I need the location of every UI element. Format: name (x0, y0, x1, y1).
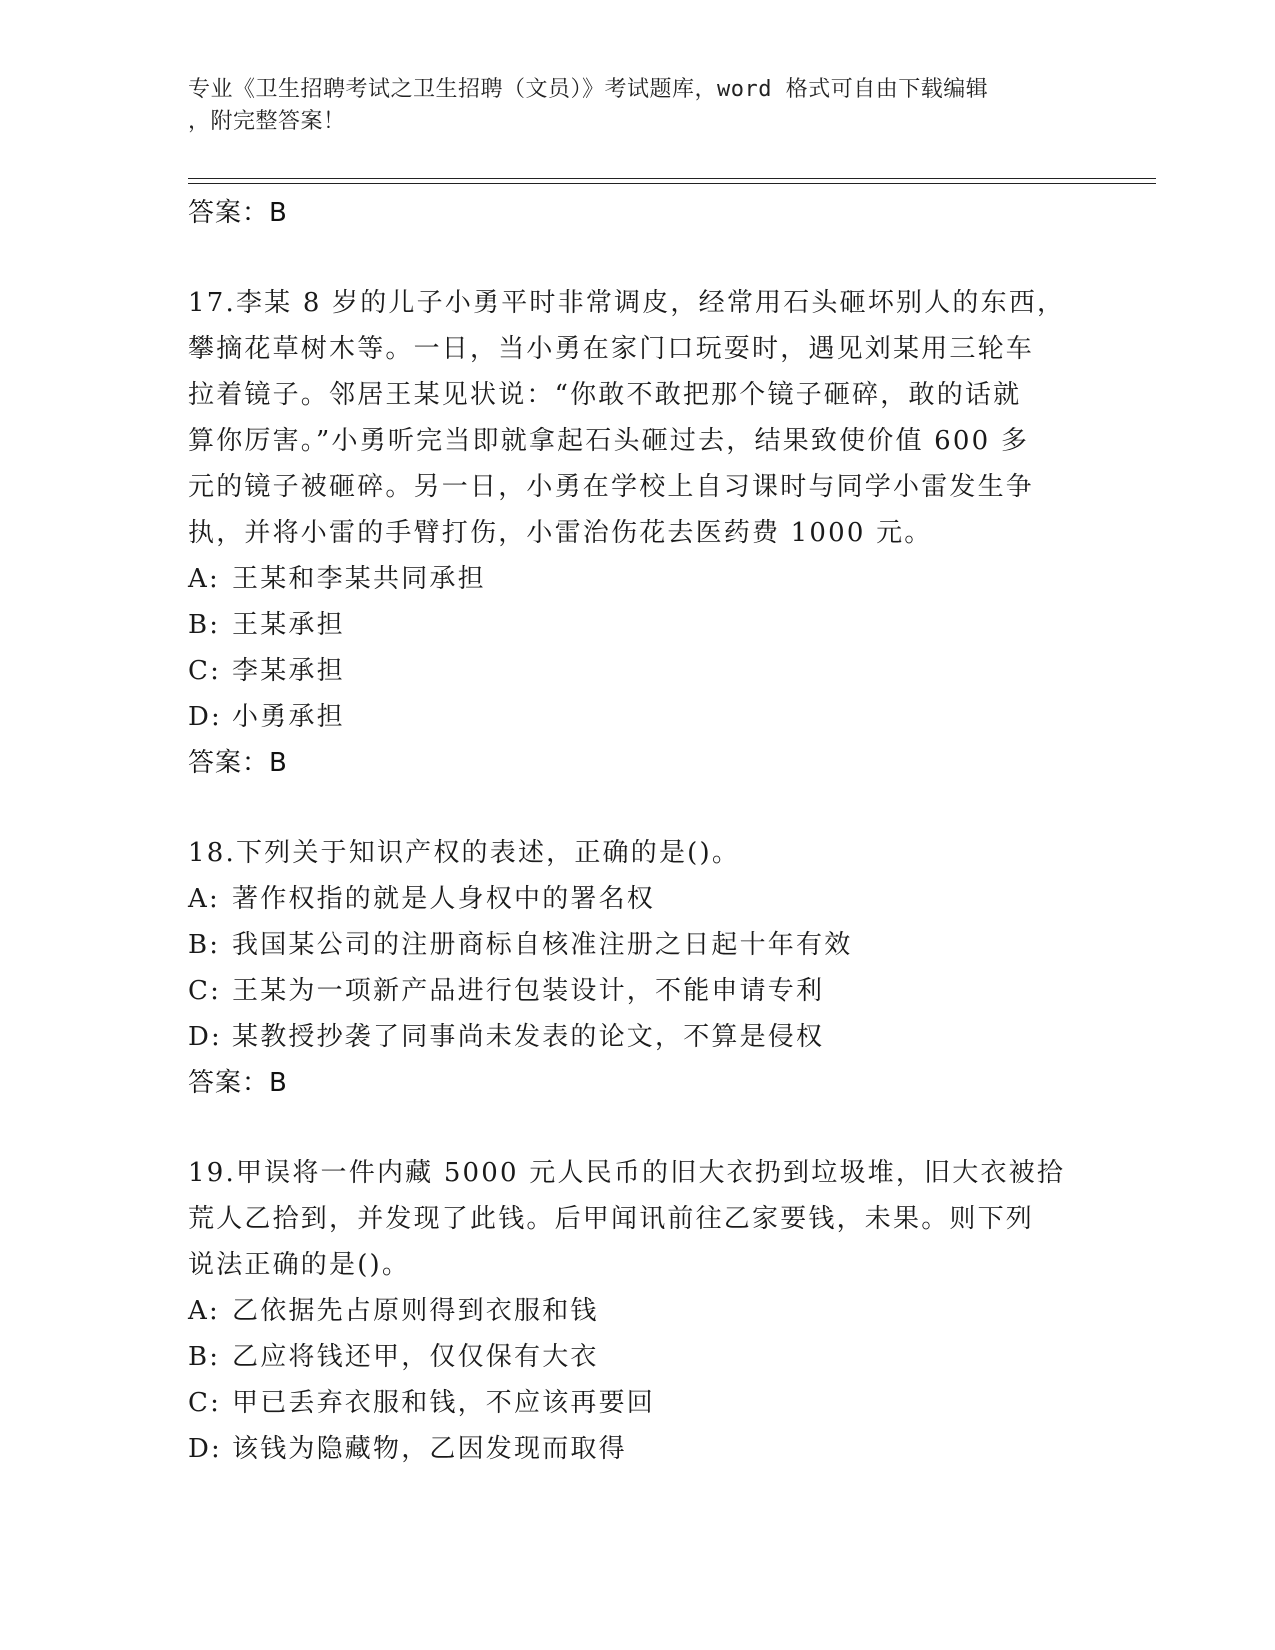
option-key: B: (188, 610, 221, 640)
question-text (188, 1150, 1088, 1288)
option-key: D: (188, 702, 223, 732)
option-d (188, 1014, 1088, 1060)
option-key: B: (188, 1342, 221, 1372)
question-line: 17.李某 8 岁的儿子小勇平时非常调皮，经常用石头砸坏别人的东西， (188, 288, 1066, 318)
question-text (188, 280, 1088, 556)
option-b (188, 922, 1088, 968)
option-text: 甲已丢弃衣服和钱，不应该再要回 (232, 1388, 656, 1418)
question-text (188, 830, 1088, 876)
option-key: C: (188, 976, 222, 1006)
option-c (188, 968, 1088, 1014)
question-line: 19.甲误将一件内藏 5000 元人民币的旧大衣扔到垃圾堆，旧大衣被拾 (188, 1158, 1066, 1188)
option-key: C: (188, 656, 222, 686)
option-key: B: (188, 930, 221, 960)
option-text: 王某为一项新产品进行包装设计，不能申请专利 (232, 976, 825, 1006)
question-19 (188, 1150, 1088, 1472)
option-text: 乙依据先占原则得到衣服和钱 (232, 1296, 599, 1326)
question-line: 说法正确的是()。 (188, 1250, 411, 1280)
option-text: 乙应将钱还甲，仅仅保有大衣 (232, 1342, 599, 1372)
previous-answer: 答案：B (188, 198, 288, 228)
option-key: D: (188, 1434, 223, 1464)
option-key: D: (188, 1022, 223, 1052)
option-key: C: (188, 1388, 222, 1418)
option-a (188, 1288, 1088, 1334)
option-b (188, 602, 1088, 648)
option-key: A: (188, 564, 220, 594)
option-d (188, 694, 1088, 740)
spacer (188, 1106, 1088, 1150)
question-18 (188, 830, 1088, 1106)
question-list (188, 190, 1088, 1472)
answer: 答案：B (188, 1068, 288, 1098)
option-d (188, 1426, 1088, 1472)
option-key: A: (188, 1296, 220, 1326)
question-line: 算你厉害。”小勇听完当即就拿起石头砸过去，结果致使价值 600 多 (188, 426, 1030, 456)
option-text: 王某承担 (232, 610, 345, 640)
option-text: 我国某公司的注册商标自核准注册之日起十年有效 (232, 930, 853, 960)
option-text: 某教授抄袭了同事尚未发表的论文，不算是侵权 (232, 1022, 825, 1052)
answer: 答案：B (188, 748, 288, 778)
option-text: 小勇承担 (232, 702, 345, 732)
option-text: 著作权指的就是人身权中的署名权 (232, 884, 656, 914)
document-header (188, 74, 1068, 138)
option-b (188, 1334, 1088, 1380)
question-line: 拉着镜子。邻居王某见状说：“你敢不敢把那个镜子砸碎，敢的话就 (188, 380, 1022, 410)
option-key: A: (188, 884, 220, 914)
header-divider-top (188, 178, 1156, 179)
option-text: 该钱为隐藏物，乙因发现而取得 (232, 1434, 627, 1464)
header-title-line-1: 专业《卫生招聘考试之卫生招聘（文员）》考试题库，word 格式可自由下载编辑 (188, 77, 989, 102)
option-a (188, 876, 1088, 922)
option-a (188, 556, 1088, 602)
question-line: 18.下列关于知识产权的表述，正确的是()。 (188, 838, 741, 868)
spacer (188, 236, 1088, 280)
header-title-line-2: ，附完整答案！ (188, 109, 346, 134)
header-divider-bottom (188, 183, 1156, 184)
option-c (188, 648, 1088, 694)
question-17 (188, 280, 1088, 786)
option-text: 李某承担 (232, 656, 345, 686)
question-line: 荒人乙拾到，并发现了此钱。后甲闻讯前往乙家要钱，未果。则下列 (188, 1204, 1035, 1234)
question-line: 元的镜子被砸碎。另一日，小勇在学校上自习课时与同学小雷发生争 (188, 472, 1035, 502)
question-line: 执，并将小雷的手臂打伤，小雷治伤花去医药费 1000 元。 (188, 518, 933, 548)
question-line: 攀摘花草树木等。一日，当小勇在家门口玩耍时，遇见刘某用三轮车 (188, 334, 1035, 364)
option-text: 王某和李某共同承担 (232, 564, 486, 594)
option-c (188, 1380, 1088, 1426)
spacer (188, 786, 1088, 830)
